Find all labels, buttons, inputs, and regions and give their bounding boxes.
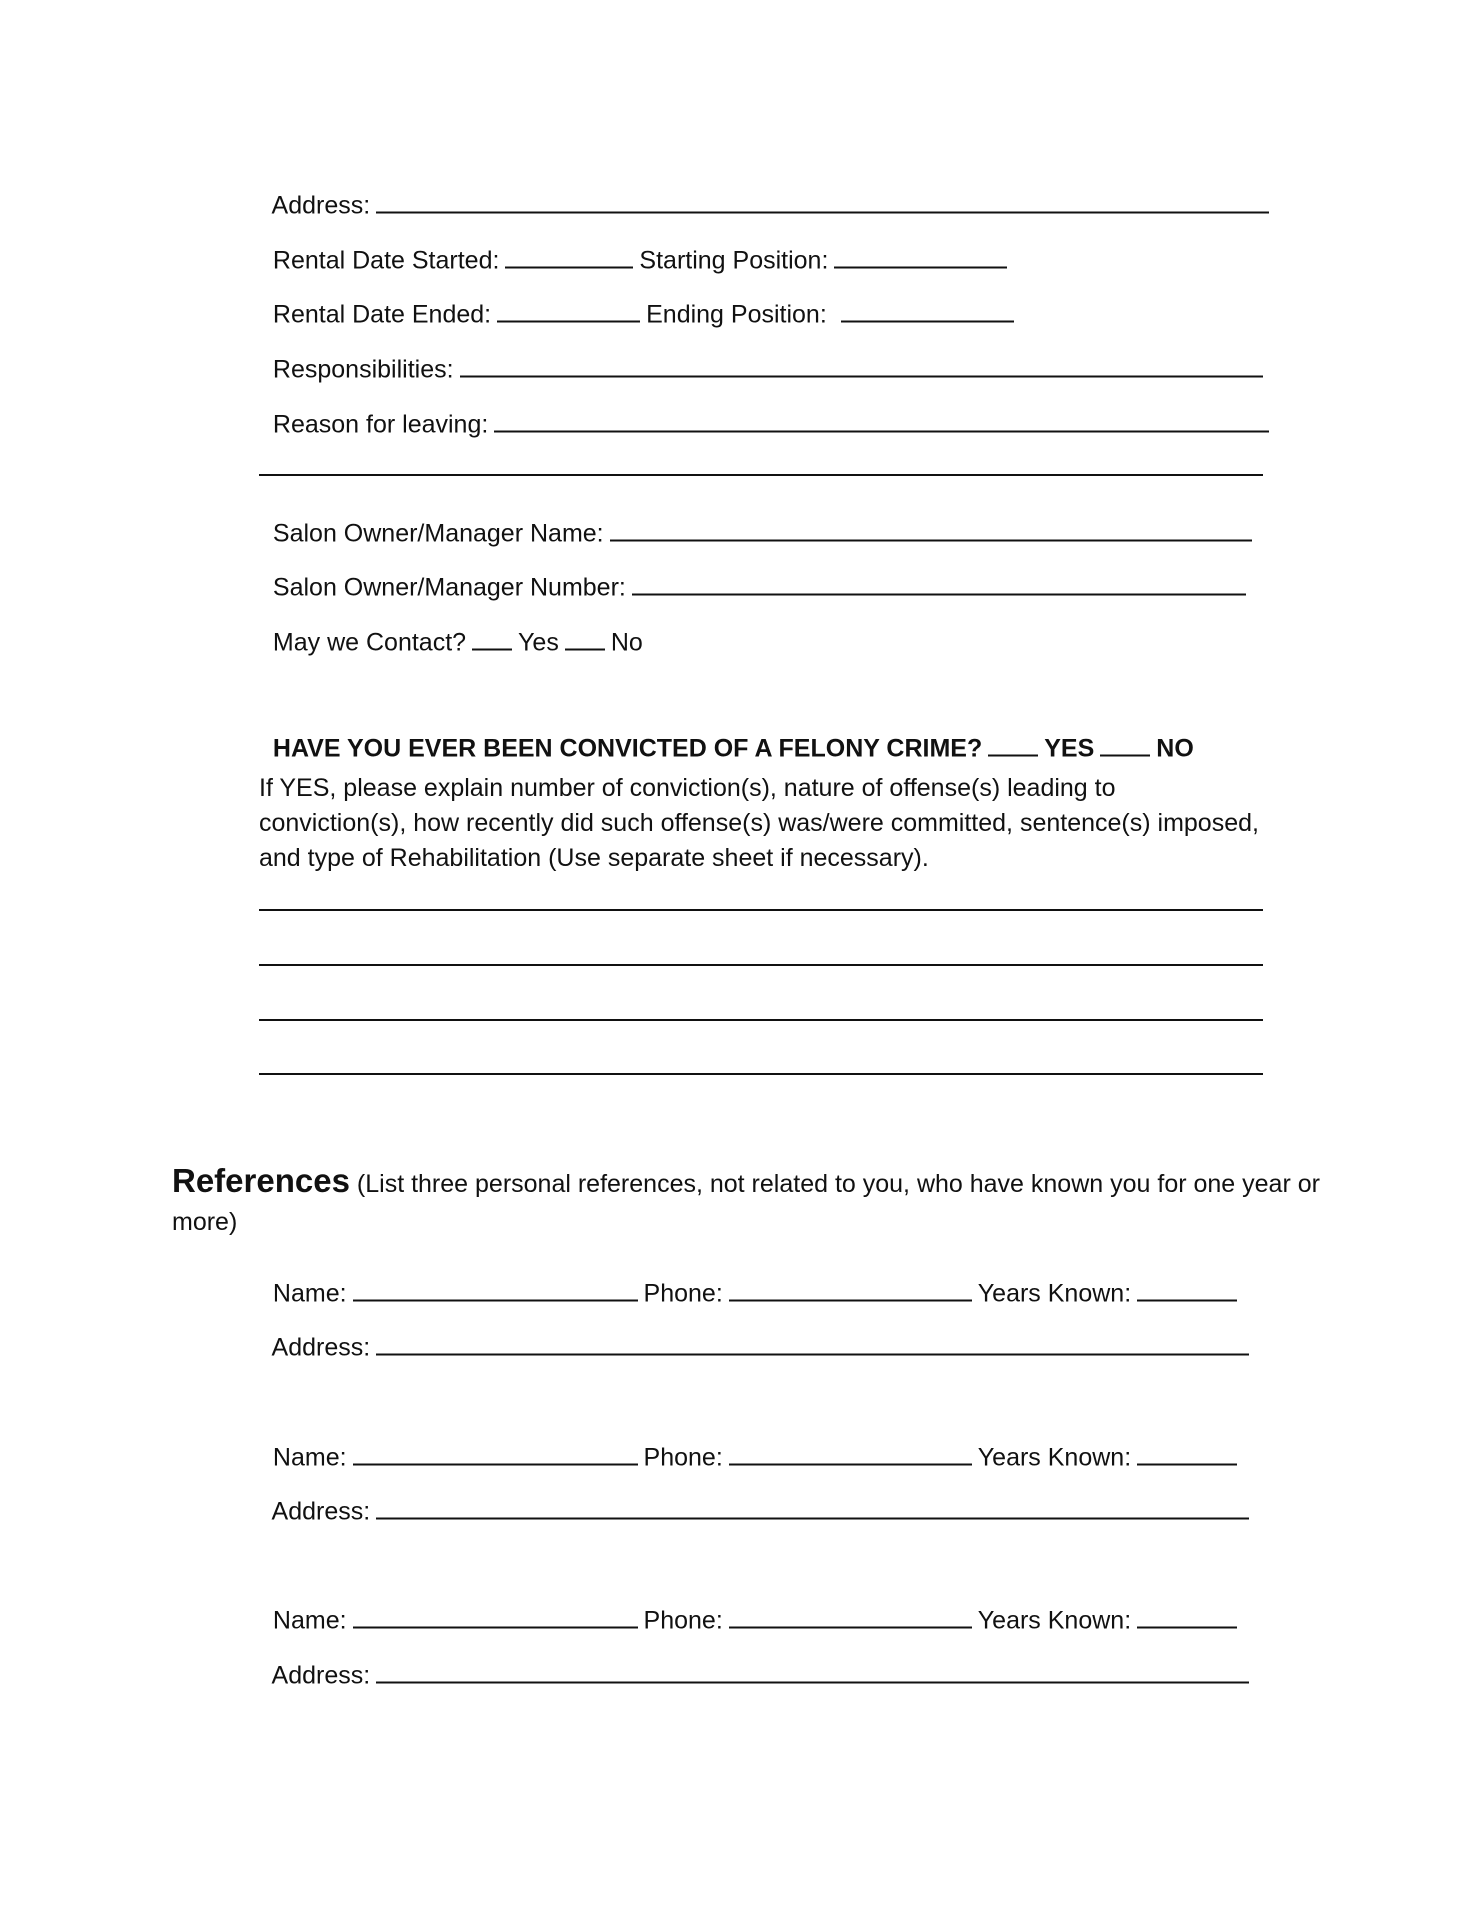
rental-started-label: Rental Date Started: [272,246,500,275]
references-title: References [172,1162,350,1199]
ref-phone-label: Phone: [643,1606,723,1635]
felony-question: HAVE YOU EVER BEEN CONVICTED OF A FELONY CRIME? [272,734,983,763]
felony-line-2[interactable] [259,964,1263,966]
ending-position-label: Ending Position: [646,300,827,329]
felony-yes-label: YES [1044,734,1095,763]
contact-yes-label: Yes [518,628,559,657]
reference-3-address-row [259,1630,1255,1691]
address-field[interactable] [376,190,1269,214]
responsibilities-field[interactable] [460,354,1263,378]
ref-name-label: Name: [272,1606,347,1635]
ref-years-label: Years Known: [977,1606,1132,1635]
owner-number-field[interactable] [632,572,1246,596]
ref-2-phone-field[interactable] [729,1442,972,1466]
ref-1-phone-field[interactable] [729,1278,972,1302]
owner-name-row [259,488,1258,549]
ref-2-years-field[interactable] [1137,1442,1237,1466]
rental-started-field[interactable] [505,245,633,269]
ref-2-name-field[interactable] [353,1442,638,1466]
felony-line-3[interactable] [259,1019,1263,1021]
ref-years-label: Years Known: [977,1279,1132,1308]
reason-row [259,379,1275,440]
rental-started-row [259,215,1013,276]
felony-yes-field[interactable] [988,733,1038,757]
owner-name-field[interactable] [610,518,1252,542]
reference-1-row [259,1248,1243,1309]
starting-position-label: Starting Position: [639,246,829,275]
reference-1-address-row [259,1302,1255,1363]
reference-2-row [259,1412,1243,1473]
contact-yes-field[interactable] [472,627,512,651]
ref-name-label: Name: [272,1443,347,1472]
ref-years-label: Years Known: [977,1443,1132,1472]
ref-3-phone-field[interactable] [729,1605,972,1629]
contact-label: May we Contact? [272,628,467,657]
ref-phone-label: Phone: [643,1279,723,1308]
address-label: Address: [271,191,371,220]
owner-number-row [259,542,1252,603]
reason-continuation-line[interactable] [259,474,1263,476]
address-row [259,160,1275,221]
ref-2-address-field[interactable] [376,1496,1249,1520]
ref-name-label: Name: [272,1279,347,1308]
ref-address-label: Address: [271,1661,371,1690]
rental-ended-label: Rental Date Ended: [272,300,492,329]
ref-1-address-field[interactable] [376,1332,1249,1356]
owner-number-label: Salon Owner/Manager Number: [272,573,626,602]
ref-1-name-field[interactable] [353,1278,638,1302]
ref-phone-label: Phone: [643,1443,723,1472]
felony-line-4[interactable] [259,1073,1263,1075]
responsibilities-label: Responsibilities: [272,355,454,384]
reference-3-row [259,1575,1243,1636]
owner-name-label: Salon Owner/Manager Name: [272,519,604,548]
contact-row [259,597,643,658]
reason-label: Reason for leaving: [272,410,489,439]
felony-row [259,703,1194,764]
references-subtitle: (List three personal references, not related to you, who have known you for one year or more) [172,1170,1320,1236]
reference-2-address-row [259,1466,1255,1527]
ref-3-name-field[interactable] [353,1605,638,1629]
ref-1-years-field[interactable] [1137,1278,1237,1302]
rental-ended-row [259,269,1020,330]
ref-address-label: Address: [271,1333,371,1362]
contact-no-field[interactable] [565,627,605,651]
starting-position-field[interactable] [834,245,1007,269]
rental-ended-field[interactable] [497,299,640,323]
responsibilities-row [259,324,1269,385]
reason-field[interactable] [494,409,1269,433]
felony-no-label: NO [1156,734,1194,763]
ref-3-years-field[interactable] [1137,1605,1237,1629]
ref-address-label: Address: [271,1497,371,1526]
felony-no-field[interactable] [1100,733,1150,757]
felony-line-1[interactable] [259,909,1263,911]
references-header [172,1162,1322,1241]
ending-position-field[interactable] [841,299,1014,323]
contact-no-label: No [610,628,643,657]
felony-explanation: If YES, please explain number of conviction(s), nature of offense(s) leading to conviction(s), how recently did such offense(s) was/were committed, sentence(s) imposed, and type of Rehabilitation (Use separate sheet if necessary). [259,774,1259,872]
ref-3-address-field[interactable] [376,1660,1249,1684]
